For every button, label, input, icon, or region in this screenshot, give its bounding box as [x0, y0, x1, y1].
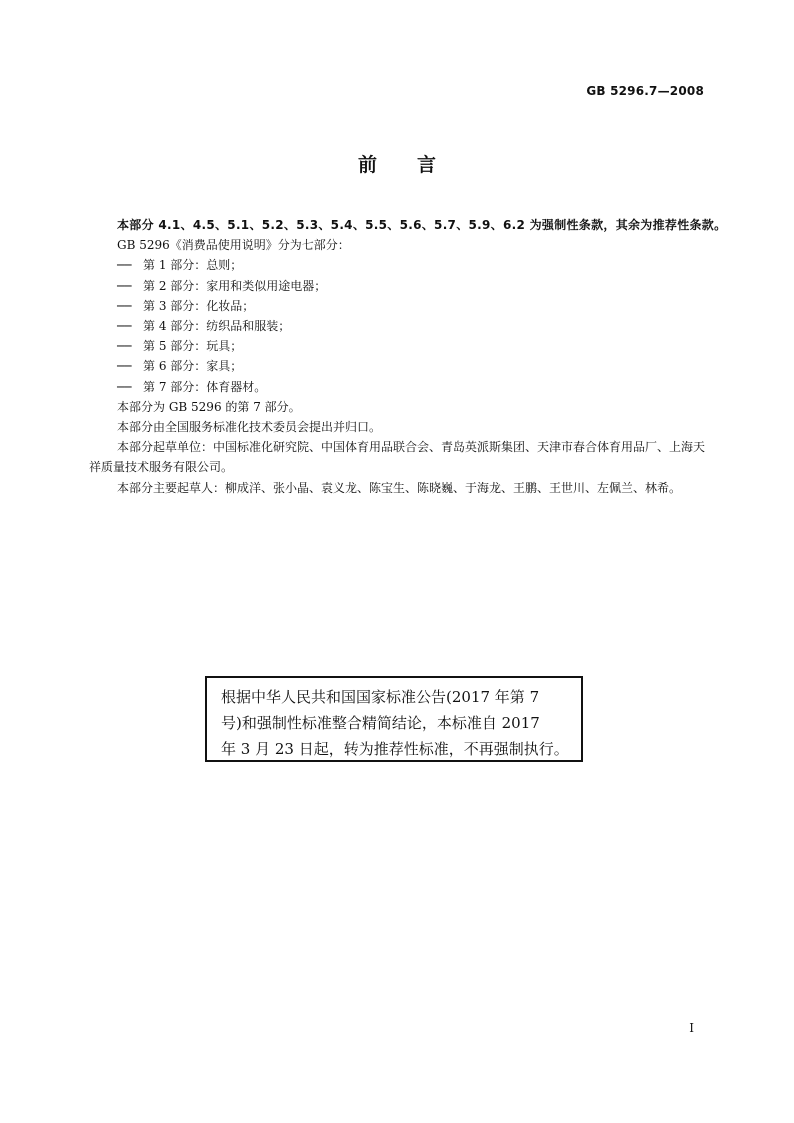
part-list-item-text: 第 3 部分：化妆品；	[143, 298, 255, 313]
part-of-paragraph: 本部分为 GB 5296 的第 7 部分。	[117, 399, 301, 414]
part-list-item	[89, 336, 705, 356]
part-list-item-text: 第 7 部分：体育器材。	[143, 379, 267, 394]
title-part-2: 言	[417, 154, 437, 176]
mandatory-clauses-paragraph: 本部分 4.1、4.5、5.1、5.2、5.3、5.4、5.5、5.6、5.7、5.9、6.2 为强制性条款，其余为推荐性条款。	[117, 218, 727, 232]
drafters-paragraph: 本部分主要起草人：柳成洋、张小晶、袁义龙、陈宝生、陈晓巍、于海龙、王鹏、王世川、左佩兰、林希。	[117, 480, 682, 495]
dash-mark: ──	[117, 359, 132, 374]
notice-line: 号)和强制性标准整合精简结论，本标准自 2017	[221, 714, 540, 732]
foreword-body	[89, 215, 727, 498]
notice-line: 年 3 月 23 日起，转为推荐性标准，不再强制执行。	[221, 740, 569, 758]
status-notice-box	[205, 676, 583, 762]
dash-mark: ──	[117, 258, 132, 273]
part-list-item	[89, 316, 705, 336]
intro-paragraph: GB 5296《消费品使用说明》分为七部分：	[117, 238, 350, 253]
part-list-item-text: 第 2 部分：家用和类似用途电器；	[143, 278, 327, 293]
part-list-item-text: 第 6 部分：家具；	[143, 359, 243, 374]
drafting-units-paragraph: 本部分起草单位：中国标准化研究院、中国体育用品联合会、青岛英派斯集团、天津市春合体育用品厂、上海天祥质量技术服务有限公司。	[89, 440, 706, 475]
part-list-item	[89, 377, 705, 397]
standard-code: GB 5296.7—2008	[586, 84, 704, 98]
part-list-item	[89, 356, 705, 376]
part-list-item	[89, 255, 705, 275]
part-list-item-text: 第 5 部分：玩具；	[143, 339, 243, 354]
part-list-item-text: 第 4 部分：纺织品和服装；	[143, 319, 291, 334]
part-list-item	[89, 296, 705, 316]
proposed-by-paragraph: 本部分由全国服务标准化技术委员会提出并归口。	[117, 420, 382, 435]
dash-mark: ──	[117, 278, 132, 293]
dash-mark: ──	[117, 379, 132, 394]
notice-line: 根据中华人民共和国国家标准公告(2017 年第 7	[221, 688, 540, 706]
dash-mark: ──	[117, 339, 132, 354]
part-list-item	[89, 276, 705, 296]
part-list-item-text: 第 1 部分：总则；	[143, 258, 243, 273]
title-part-1: 前	[357, 154, 377, 176]
page-title	[0, 150, 794, 177]
dash-mark: ──	[117, 319, 132, 334]
dash-mark: ──	[117, 298, 132, 313]
page-number: I	[689, 1021, 694, 1035]
